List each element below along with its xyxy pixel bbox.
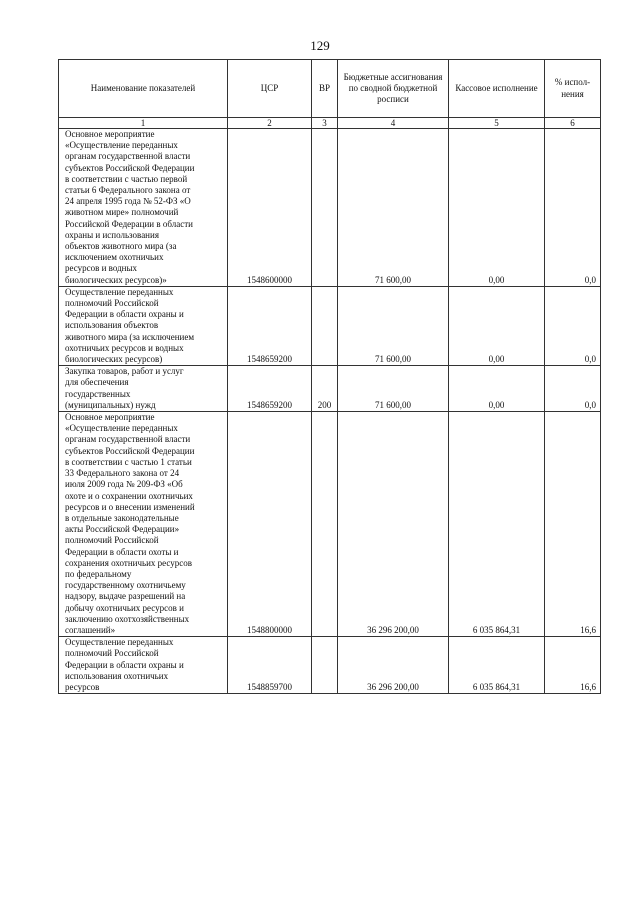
row-percent: 0,0 [545,286,601,365]
header-percent: % испол-нения [545,60,601,118]
row-csr: 1548659200 [228,286,312,365]
row-cash: 6 035 864,31 [449,412,545,637]
row-csr: 1548659200 [228,366,312,412]
row-name: Осуществление переданных полномочий Российской Федерации в области охраны и использования охотничьих ресурсов [59,637,228,694]
row-cash: 6 035 864,31 [449,637,545,694]
row-name: Закупка товаров, работ и услуг для обеспечения государственных (муниципальных) нужд [59,366,228,412]
header-index: 6 [545,118,601,129]
row-percent: 16,6 [545,637,601,694]
row-budget: 36 296 200,00 [338,412,449,637]
header-csr: ЦСР [228,60,312,118]
header-index: 2 [228,118,312,129]
row-budget: 36 296 200,00 [338,637,449,694]
row-vr [312,412,338,637]
header-index: 4 [338,118,449,129]
row-csr: 1548600000 [228,129,312,287]
row-percent: 0,0 [545,366,601,412]
table-row [59,637,601,694]
header-row [59,60,601,118]
header-index-row [59,118,601,129]
row-csr: 1548859700 [228,637,312,694]
header-vr: ВР [312,60,338,118]
row-budget: 71 600,00 [338,286,449,365]
header-index: 3 [312,118,338,129]
row-cash: 0,00 [449,286,545,365]
header-name: Наименование показателей [59,60,228,118]
row-vr [312,286,338,365]
header-index: 1 [59,118,228,129]
row-budget: 71 600,00 [338,129,449,287]
row-percent: 16,6 [545,412,601,637]
row-vr [312,129,338,287]
row-name: Основное мероприятие «Осуществление переданных органам государственной власти субъектов Российской Федерации в соответствии с частью 1 статьи 33 Федерального закона от 24 июля 2009 года № 209-ФЗ «Об охоте и о сохранении охотничьих ресурсов и о внесении изменений в отдельные законодательные акты Российской Федерации» полномочий Российской Федерации в области охоты и сохранения охотничьих ресурсов по федеральному государственному охотничьему надзору, выдаче разрешений на добычу охотничьих ресурсов и заключению охотхозяйственных соглашений» [59,412,228,637]
row-budget: 71 600,00 [338,366,449,412]
row-cash: 0,00 [449,366,545,412]
row-cash: 0,00 [449,129,545,287]
header-index: 5 [449,118,545,129]
table-row [59,286,601,365]
row-name: Основное мероприятие «Осуществление переданных органам государственной власти субъектов Российской Федерации в соответствии с частью первой статьи 6 Федерального закона от 24 апреля 1995 года № 52-ФЗ «О животном мире» полномочий Российской Федерации в области охраны и использования объектов животного мира (за исключением охотничьих ресурсов и водных биологических ресурсов)» [59,129,228,287]
header-cash: Кассовое исполнение [449,60,545,118]
row-vr: 200 [312,366,338,412]
table-row [59,412,601,637]
table-row [59,366,601,412]
header-budget: Бюджетные ассигнования по сводной бюджетной росписи [338,60,449,118]
row-csr: 1548800000 [228,412,312,637]
page-number: 129 [310,38,330,53]
budget-table [58,59,601,694]
row-vr [312,637,338,694]
row-name: Осуществление переданных полномочий Российской Федерации в области охраны и использования объектов животного мира (за исключением охотничьих ресурсов и водных биологических ресурсов) [59,286,228,365]
table-row [59,129,601,287]
row-percent: 0,0 [545,129,601,287]
